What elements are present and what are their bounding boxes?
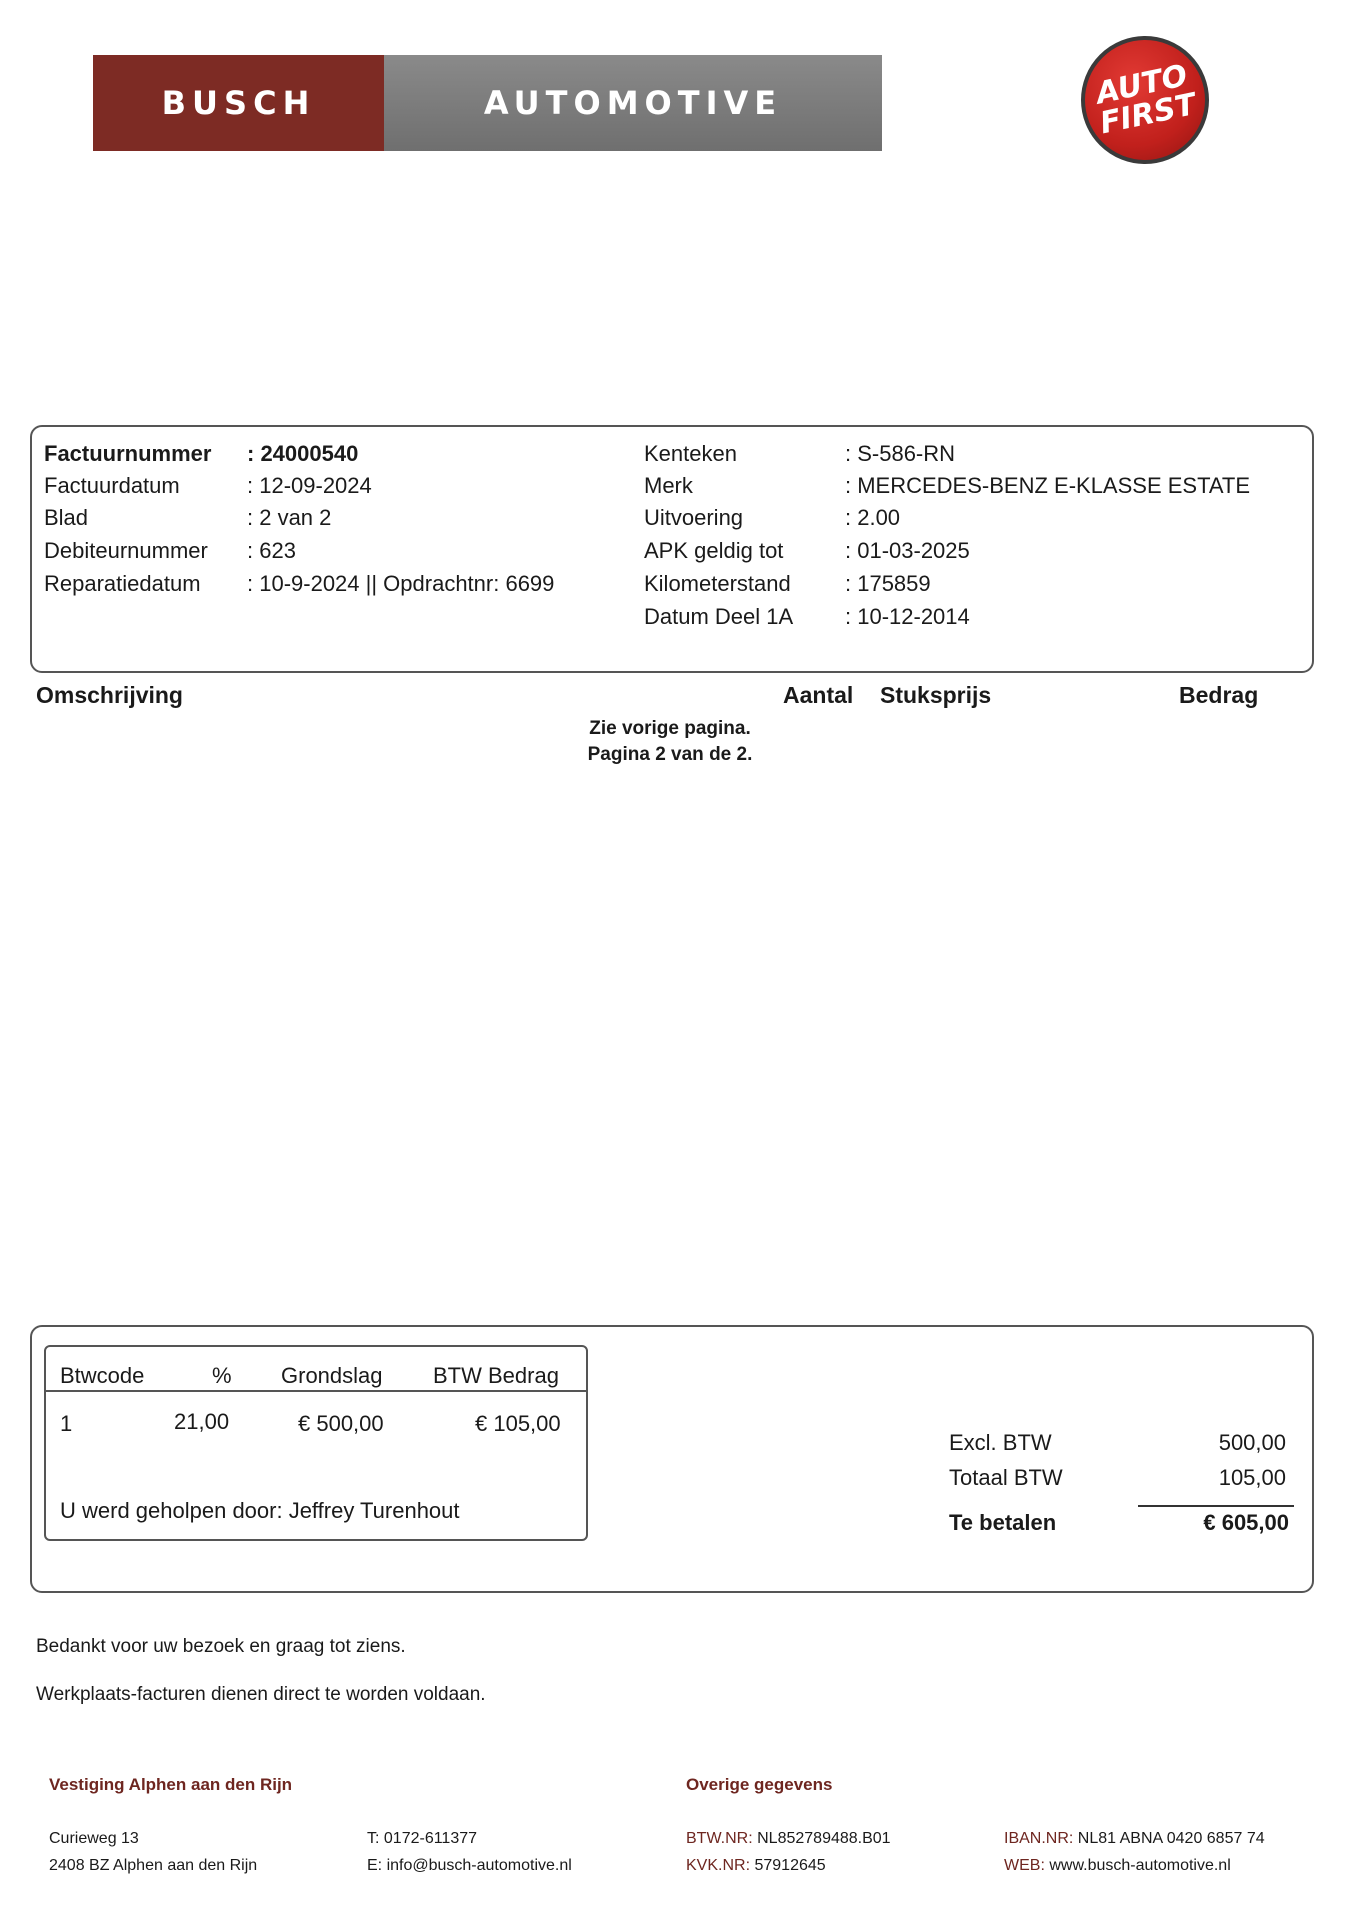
mileage-label: Kilometerstand [644,571,791,596]
bank-block [1004,1825,1265,1879]
iban-label: IBAN.NR: [1004,1830,1074,1847]
brand-name-right: AUTOMOTIVE [483,84,783,122]
col-amount: Bedrag [1179,682,1259,708]
logo-text: AUTO FIRST [1093,58,1200,142]
brand-banner-right [384,55,882,151]
col-quantity: Aantal [783,682,854,708]
license-plate-label: Kenteken [644,441,737,466]
version-value: : 2.00 [845,505,901,530]
invoice-date-value: : 12-09-2024 [247,473,372,498]
kvk-value: 57912645 [754,1857,826,1874]
phone-text: T: 0172-611377 [367,1830,478,1847]
other-info-title: Overige gegevens [686,1775,833,1794]
branch-title: Vestiging Alphen aan den Rijn [49,1775,293,1794]
vat-table-header-divider [44,1390,588,1392]
excl-vat-value: 500,00 [1218,1430,1286,1455]
thanks-message: Bedankt voor uw bezoek en graag tot ziens. [36,1636,406,1657]
license-plate-value: : S-586-RN [845,441,956,466]
web-link[interactable]: www.busch-automotive.nl [1049,1857,1231,1874]
brand-banner-left [93,55,384,151]
excl-vat-label: Excl. BTW [949,1430,1052,1455]
vat-header-base: Grondslag [281,1363,383,1388]
debtor-number-value: : 623 [247,538,296,563]
address-line-1: Curieweg 13 [49,1830,139,1847]
amount-due-value: € 605,00 [1203,1510,1289,1535]
registration-block [686,1825,891,1879]
web-label: WEB: [1004,1857,1045,1874]
contact-block [367,1825,572,1879]
make-label: Merk [644,473,693,498]
invoice-date-label: Factuurdatum [44,473,180,498]
sum-divider [1138,1505,1294,1507]
vat-header-percent: % [212,1363,232,1388]
mileage-value: : 175859 [845,571,931,596]
debtor-number-label: Debiteurnummer [44,538,208,563]
email-link[interactable]: E: info@busch-automotive.nl [367,1857,572,1874]
vat-row-base: € 500,00 [298,1411,384,1436]
make-value: : MERCEDES-BENZ E-KLASSE ESTATE [845,473,1251,498]
col-unit-price: Stuksprijs [880,682,992,708]
iban-value: NL81 ABNA 0420 6857 74 [1077,1830,1265,1847]
btw-label: BTW.NR: [686,1830,753,1847]
total-vat-value: 105,00 [1218,1465,1286,1490]
vat-header-code: Btwcode [60,1363,145,1388]
address-block [49,1825,257,1879]
helped-by-text: U werd geholpen door: Jeffrey Turenhout [60,1498,460,1523]
autofirst-logo-icon [1081,36,1209,164]
page-label: Blad [44,505,89,530]
btw-value: NL852789488.B01 [757,1830,891,1847]
repair-date-value: : 10-9-2024 || Opdrachtnr: 6699 [247,571,555,596]
apk-valid-label: APK geldig tot [644,538,784,563]
version-label: Uitvoering [644,505,744,530]
total-vat-label: Totaal BTW [949,1465,1063,1490]
col-description: Omschrijving [36,682,183,708]
registration-date-label: Datum Deel 1A [644,604,794,629]
apk-valid-value: : 01-03-2025 [845,538,970,563]
brand-name-left: BUSCH [161,84,316,122]
vat-row-amount: € 105,00 [475,1411,561,1436]
vat-row-percent: 21,00 [174,1409,230,1434]
amount-due-label: Te betalen [949,1510,1057,1535]
registration-date-value: : 10-12-2014 [845,604,970,629]
invoice-number-label: Factuurnummer [44,441,212,466]
repair-date-label: Reparatiedatum [44,571,201,596]
vat-row-code: 1 [60,1411,73,1436]
vat-header-amount: BTW Bedrag [433,1363,559,1388]
page-note-1: Zie vorige pagina. [589,718,751,739]
kvk-label: KVK.NR: [686,1857,751,1874]
invoice-number-value: : 24000540 [247,441,359,466]
address-line-2: 2408 BZ Alphen aan den Rijn [49,1857,258,1874]
page-value: : 2 van 2 [247,505,332,530]
payment-message: Werkplaats-facturen dienen direct te worden voldaan. [36,1684,486,1705]
page-note-2: Pagina 2 van de 2. [587,744,753,765]
